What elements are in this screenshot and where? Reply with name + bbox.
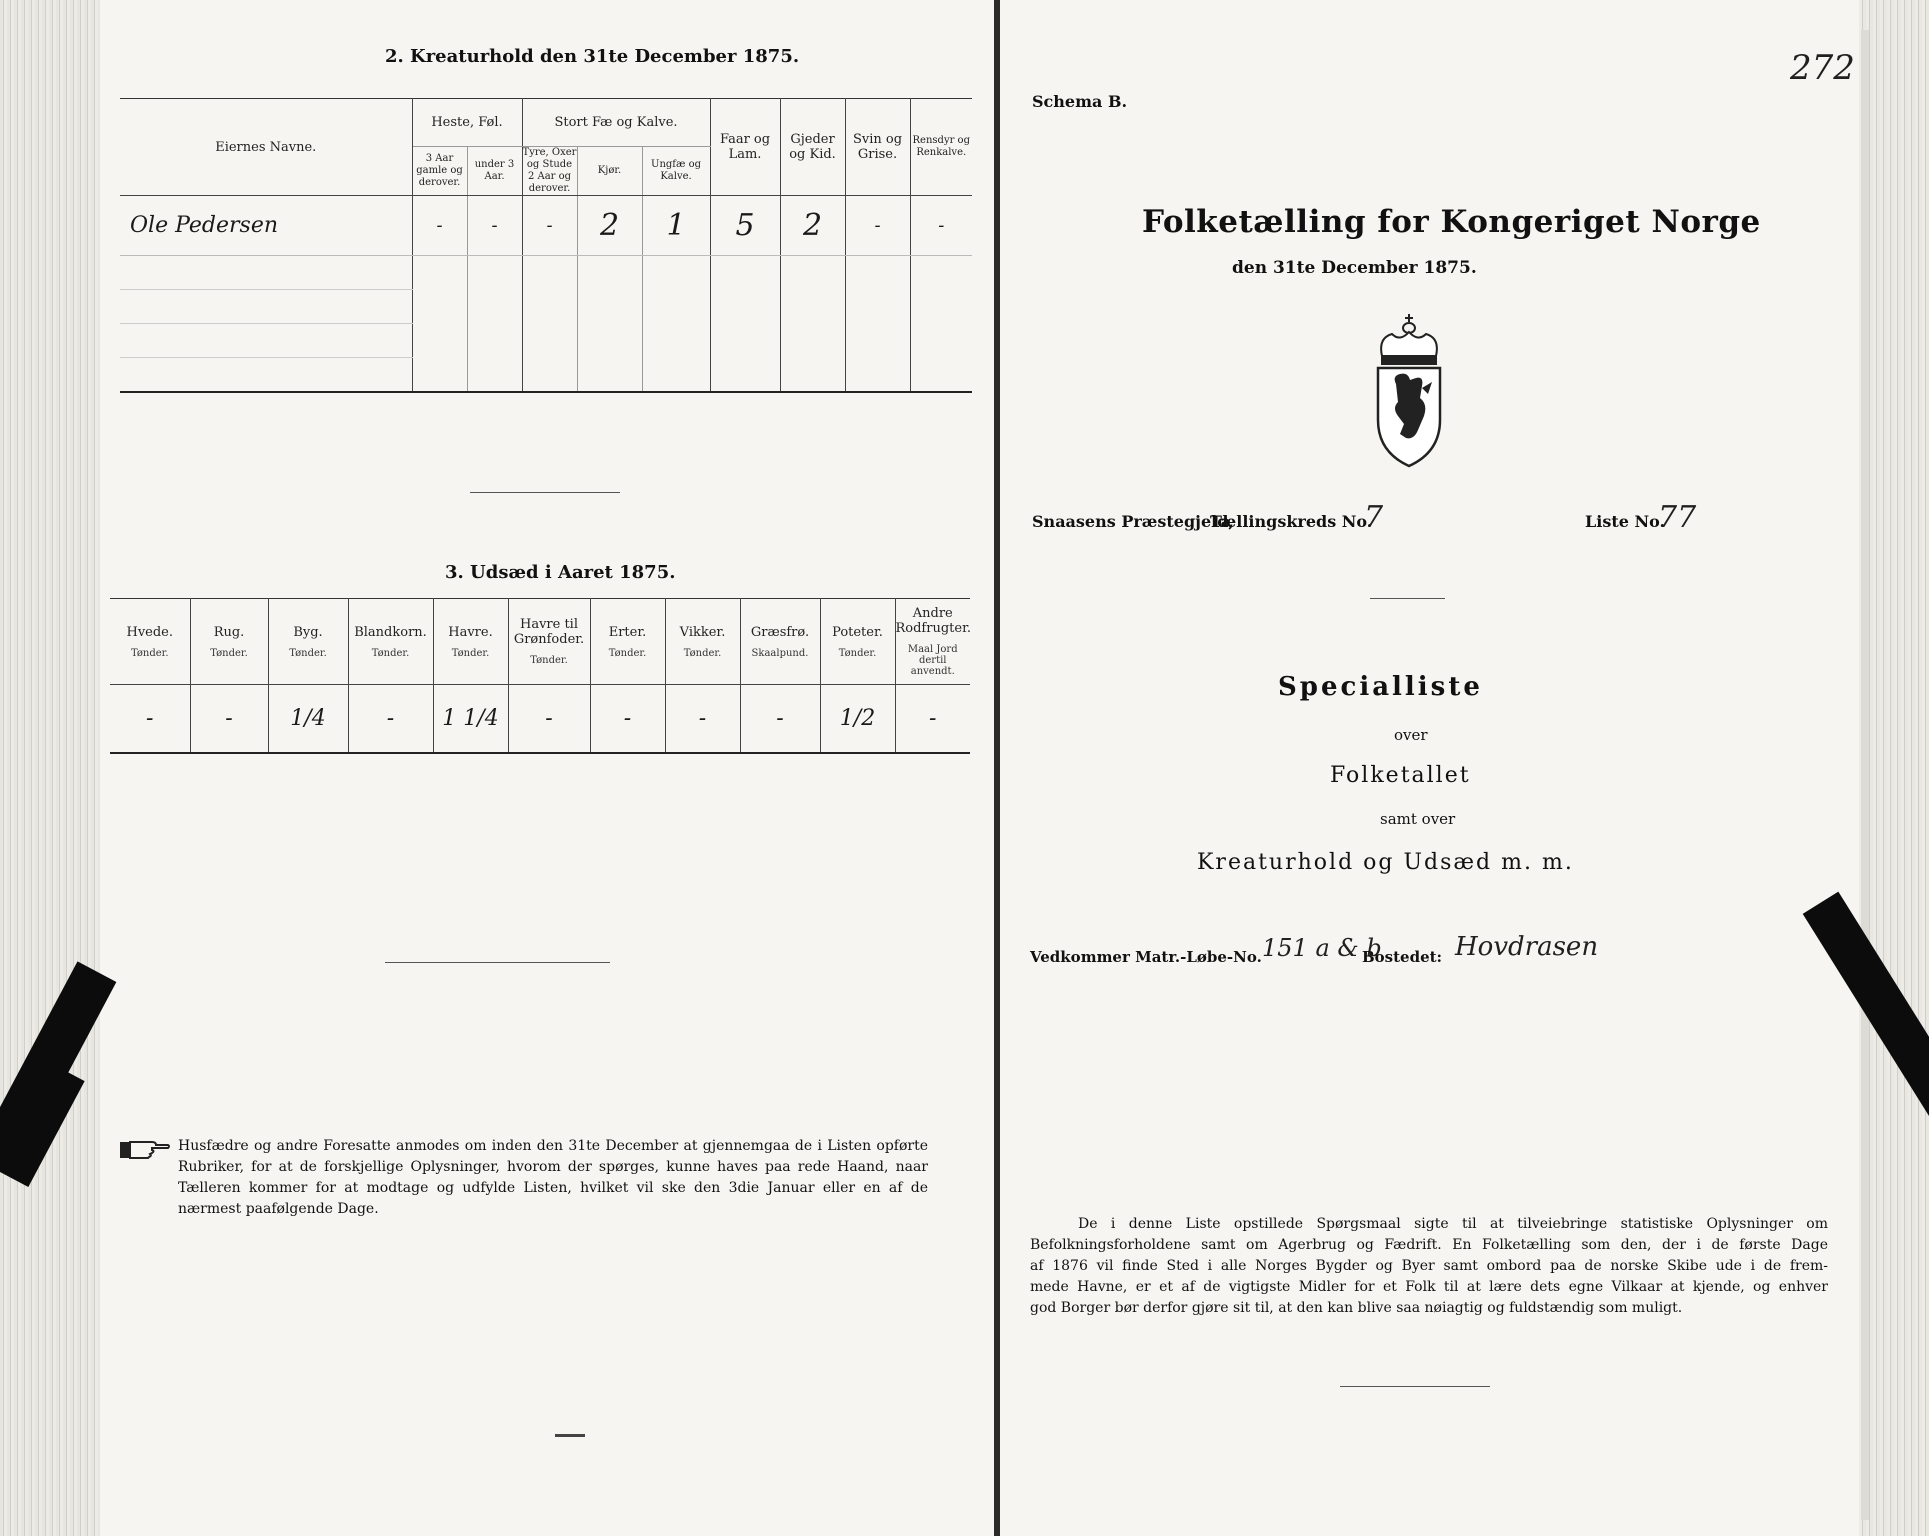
value-heste-young: - — [467, 196, 522, 256]
header-svin: Svin og Grise. — [845, 99, 910, 196]
sowing-header-cell — [433, 599, 508, 685]
notice-text — [178, 1136, 928, 1220]
owner-name: Ole Pedersen — [120, 196, 412, 256]
sowing-column-unit: Tønder. — [451, 647, 490, 659]
footer-line: mede Havne, er et af de vigtigste Midler for et Folk til at lære dets egne Vilkaar at kjende, og enhver — [1030, 1279, 1828, 1295]
notice-line: Husfædre og andre Foresatte anmodes om inden den 31te December at gjennemgaa de i Listen opførte — [178, 1138, 928, 1154]
header-heste-young: under 3 Aar. — [467, 147, 522, 196]
header-gjeder: Gjeder og Kid. — [780, 99, 845, 196]
sowing-column-name: Poteter. — [832, 624, 883, 640]
sowing-header-cell — [268, 599, 348, 685]
footer-line: Befolkningsforholdene samt om Agerbrug og Fædrift. En Folketælling som den, der i de første Dage — [1030, 1237, 1828, 1253]
sowing-column-unit: Maal Jord dertil anvendt. — [907, 644, 958, 677]
main-title: Folketælling for Kongeriget Norge — [1142, 204, 1761, 240]
sowing-column-unit: Skaalpund. — [751, 647, 809, 659]
page-edge-stack — [0, 0, 100, 1536]
sowing-header-cell — [740, 599, 820, 685]
folketallet-text: Folketallet — [1330, 763, 1471, 788]
header-faar: Faar og Lam. — [710, 99, 780, 196]
sowing-value: - — [590, 685, 665, 753]
sowing-column-unit: Tønder. — [130, 647, 169, 659]
sowing-value: 1/4 — [268, 685, 348, 753]
divider-rule — [1370, 598, 1445, 599]
sowing-column-unit: Tønder. — [683, 647, 722, 659]
header-heste: Heste, Føl. — [412, 99, 522, 147]
sowing-column-unit: Tønder. — [210, 647, 248, 659]
divider-dots — [555, 1434, 585, 1437]
section2-title: 2. Kreaturhold den 31te December 1875. — [385, 46, 800, 67]
sowing-column-name: Vikker. — [679, 624, 726, 640]
matr-label: Vedkommer Matr.-Løbe-No. — [1030, 948, 1262, 966]
value-stort-tyre: - — [522, 196, 577, 256]
sowing-column-name: Havre til Grønfoder. — [513, 617, 585, 647]
table-row — [110, 685, 970, 753]
sowing-column-name: Rug. — [213, 624, 245, 640]
bosted-value: Hovdrasen — [1455, 932, 1599, 962]
sowing-column-name: Græsfrø. — [750, 624, 810, 640]
header-stort-ungfae: Ungfæ og Kalve. — [642, 147, 710, 196]
sowing-header-cell — [190, 599, 268, 685]
sowing-column-unit: Tønder. — [608, 647, 647, 659]
notice-line: nærmest paafølgende Dage. — [178, 1201, 379, 1217]
sowing-header-cell — [895, 599, 970, 685]
matr-value: 151 a & b — [1262, 934, 1382, 962]
sowing-value: 1 1/4 — [433, 685, 508, 753]
list-label: Liste No. — [1585, 512, 1666, 531]
header-heste-old: 3 Aar gamle og derover. — [412, 147, 467, 196]
value-stort-ungfae: 1 — [642, 196, 710, 256]
sowing-value: - — [110, 685, 190, 753]
section3-title: 3. Udsæd i Aaret 1875. — [445, 562, 676, 583]
sowing-header-cell — [508, 599, 590, 685]
header-rensdyr: Rensdyr og Renkalve. — [910, 99, 972, 196]
value-rensdyr: - — [910, 196, 972, 256]
notice-line: Tælleren kommer for at modtage og udfylde Listen, hvilket vil ske den 3die Januar eller en af de — [178, 1180, 928, 1196]
sowing-column-name: Andre Rodfrugter. — [895, 606, 971, 636]
pointing-hand-icon — [118, 1136, 170, 1164]
district-value: 7 — [1364, 500, 1384, 535]
sowing-header-cell — [348, 599, 433, 685]
sowing-value: - — [190, 685, 268, 753]
divider-rule — [470, 492, 620, 493]
schema-label: Schema B. — [1032, 92, 1128, 111]
livestock-table — [120, 98, 972, 393]
footer-text — [1030, 1214, 1828, 1319]
over-text: over — [1394, 726, 1428, 744]
table-row — [120, 196, 972, 256]
kreaturhold-text: Kreaturhold og Udsæd m. m. — [1197, 850, 1574, 875]
footer-line: af 1876 vil finde Sted i alle Norges Bygder og Byer samt ombord paa de norske Skibe ude i de frem- — [1030, 1258, 1828, 1274]
sowing-header-cell — [820, 599, 895, 685]
list-value: 77 — [1658, 500, 1697, 535]
sowing-value: 1/2 — [820, 685, 895, 753]
sowing-column-unit: Tønder. — [838, 647, 877, 659]
page-edge-stack — [1859, 0, 1929, 1536]
sowing-table — [110, 598, 970, 754]
header-stort-tyre: Tyre, Oxer og Stude 2 Aar og derover. — [522, 147, 577, 194]
divider-rule-2 — [385, 962, 610, 963]
notice-line: Rubriker, for at de forskjellige Oplysninger, hvorom der spørges, kunne haves paa rede Haand, naar — [178, 1159, 928, 1175]
samt-over-text: samt over — [1380, 810, 1456, 828]
sowing-header-cell — [110, 599, 190, 685]
census-date: den 31te December 1875. — [1232, 258, 1477, 278]
sowing-column-name: Erter. — [608, 624, 647, 640]
page-number: 272 — [1790, 48, 1855, 88]
value-stort-kjor: 2 — [577, 196, 642, 256]
value-svin: - — [845, 196, 910, 256]
header-stort: Stort Fæ og Kalve. — [522, 99, 710, 147]
specialliste-title: Specialliste — [1278, 672, 1483, 702]
sowing-value: - — [348, 685, 433, 753]
divider-rule-footer — [1340, 1386, 1490, 1387]
sowing-column-unit: Tønder. — [289, 647, 327, 659]
header-owner: Eiernes Navne. — [120, 99, 412, 196]
sowing-value: - — [508, 685, 590, 753]
sowing-header-cell — [590, 599, 665, 685]
sowing-value: - — [665, 685, 740, 753]
sowing-column-name: Blandkorn. — [354, 624, 427, 640]
district-label: Tællingskreds No. — [1210, 512, 1373, 531]
sowing-value: - — [740, 685, 820, 753]
coat-of-arms-icon — [1370, 312, 1448, 470]
value-gjeder: 2 — [780, 196, 845, 256]
sowing-column-name: Hvede. — [126, 624, 174, 640]
sowing-column-unit: Tønder. — [371, 647, 410, 659]
value-faar: 5 — [710, 196, 780, 256]
sowing-column-unit: Tønder. — [530, 655, 568, 666]
bosted-label: Bostedet: — [1362, 948, 1443, 966]
parish-label: Snaasens Præstegjeld, — [1032, 512, 1234, 531]
sowing-value: - — [929, 705, 937, 731]
sowing-column-name: Havre. — [448, 624, 493, 640]
footer-line: god Borger bør derfor gjøre sit til, at den kan blive saa nøiagtig og fuldstændig som muligt. — [1030, 1300, 1683, 1316]
header-stort-kjor: Kjør. — [577, 147, 642, 196]
right-page — [1000, 0, 1929, 1536]
sowing-column-name: Byg. — [293, 624, 323, 640]
sowing-header-cell — [665, 599, 740, 685]
value-heste-old: - — [412, 196, 467, 256]
footer-line: De i denne Liste opstillede Spørgsmaal sigte til at tilveiebringe statistiske Oplysninger om — [1078, 1216, 1828, 1232]
